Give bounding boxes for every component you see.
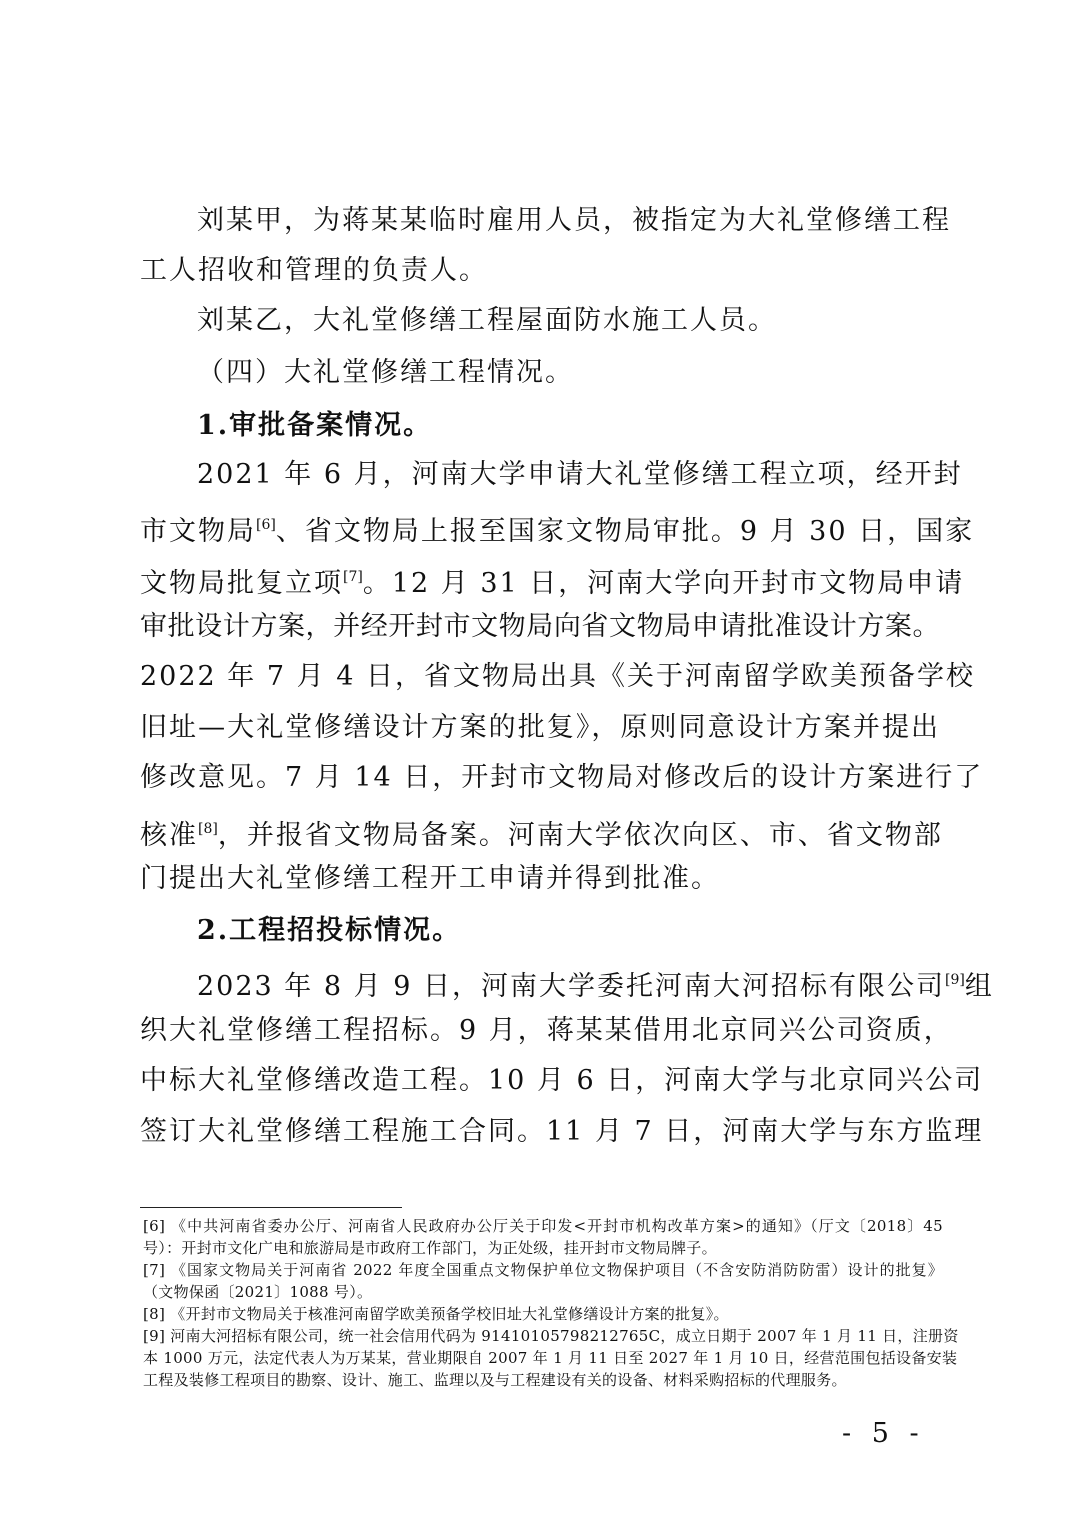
footnote-ref-9[interactable]: [9] [944, 972, 965, 988]
body-line: 刘某甲，为蒋某某临时雇用人员，被指定为大礼堂修缮工程 [197, 205, 951, 236]
body-line: 2022 年 7 月 4 日，省文物局出具《关于河南留学欧美预备学校 [140, 661, 975, 692]
page-number: - 5 - [842, 1418, 925, 1449]
subsection-heading: 1.审批备案情况。 [197, 410, 433, 441]
body-line: 旧址—大礼堂修缮设计方案的批复》，原则同意设计方案并提出 [140, 712, 940, 743]
footnote-9-cont: 本 1000 万元，法定代表人为万某某，营业期限自 2007 年 1 月 11 日至 2027 年 1 月 10 日，经营范围包括设备安装 [143, 1349, 958, 1367]
footnote-ref-8[interactable]: [8] [198, 821, 218, 837]
body-line: 核准[8]，并报省文物局备案。河南大学依次向区、市、省文物部 [140, 820, 943, 851]
body-line: 2023 年 8 月 9 日，河南大学委托河南大河招标有限公司[9]组 [197, 971, 994, 1002]
body-line: 签订大礼堂修缮工程施工合同。11 月 7 日，河南大学与东方监理 [140, 1116, 984, 1147]
body-line: 织大礼堂修缮工程招标。9 月，蒋某某借用北京同兴公司资质， [140, 1015, 953, 1046]
body-line: 修改意见。7 月 14 日，开封市文物局对修改后的设计方案进行了 [140, 762, 984, 793]
body-line: 文物局批复立项[7]。12 月 31 日，河南大学向开封市文物局申请 [140, 568, 965, 599]
body-line: 中标大礼堂修缮改造工程。10 月 6 日，河南大学与北京同兴公司 [140, 1065, 984, 1096]
subsection-heading: 2.工程招投标情况。 [197, 915, 462, 946]
footnote-6: [6] 《中共河南省委办公厅、河南省人民政府办公厅关于印发<开封市机构改革方案>的通知》（厅文〔2018〕45 [143, 1217, 943, 1235]
body-line: 门提出大礼堂修缮工程开工申请并得到批准。 [140, 863, 720, 894]
footnote-ref-7[interactable]: [7] [343, 569, 363, 585]
body-line: 审批设计方案，并经开封市文物局向省文物局申请批准设计方案。 [140, 611, 940, 642]
footnote-6-cont: 号）：开封市文化广电和旅游局是市政府工作部门，为正处级，挂开封市文物局牌子。 [143, 1239, 717, 1257]
footnote-7: [7] 《国家文物局关于河南省 2022 年度全国重点文物保护单位文物保护项目（不含安防消防防雷）设计的批复》 [143, 1261, 943, 1279]
section-heading: （四）大礼堂修缮工程情况。 [197, 357, 574, 388]
footnote-8: [8] 《开封市文物局关于核准河南留学欧美预备学校旧址大礼堂修缮设计方案的批复》。 [143, 1305, 729, 1323]
body-line: 市文物局[6]、省文物局上报至国家文物局审批。9 月 30 日，国家 [140, 516, 975, 547]
body-line: 2021 年 6 月，河南大学申请大礼堂修缮工程立项，经开封 [197, 459, 963, 490]
footnote-ref-6[interactable]: [6] [256, 517, 276, 533]
body-line: 刘某乙，大礼堂修缮工程屋面防水施工人员。 [197, 305, 777, 336]
footnote-9: [9] 河南大河招标有限公司，统一社会信用代码为 91410105798212765C，成立日期于 2007 年 1 月 11 日，注册资 [143, 1327, 959, 1345]
footnote-9-cont: 工程及装修工程项目的勘察、设计、施工、监理以及与工程建设有关的设备、材料采购招标的代理服务。 [143, 1371, 847, 1389]
footnote-7-cont: （文物保函〔2021〕1088 号）。 [143, 1283, 373, 1301]
footnote-separator [140, 1207, 402, 1208]
body-line: 工人招收和管理的负责人。 [140, 255, 488, 286]
